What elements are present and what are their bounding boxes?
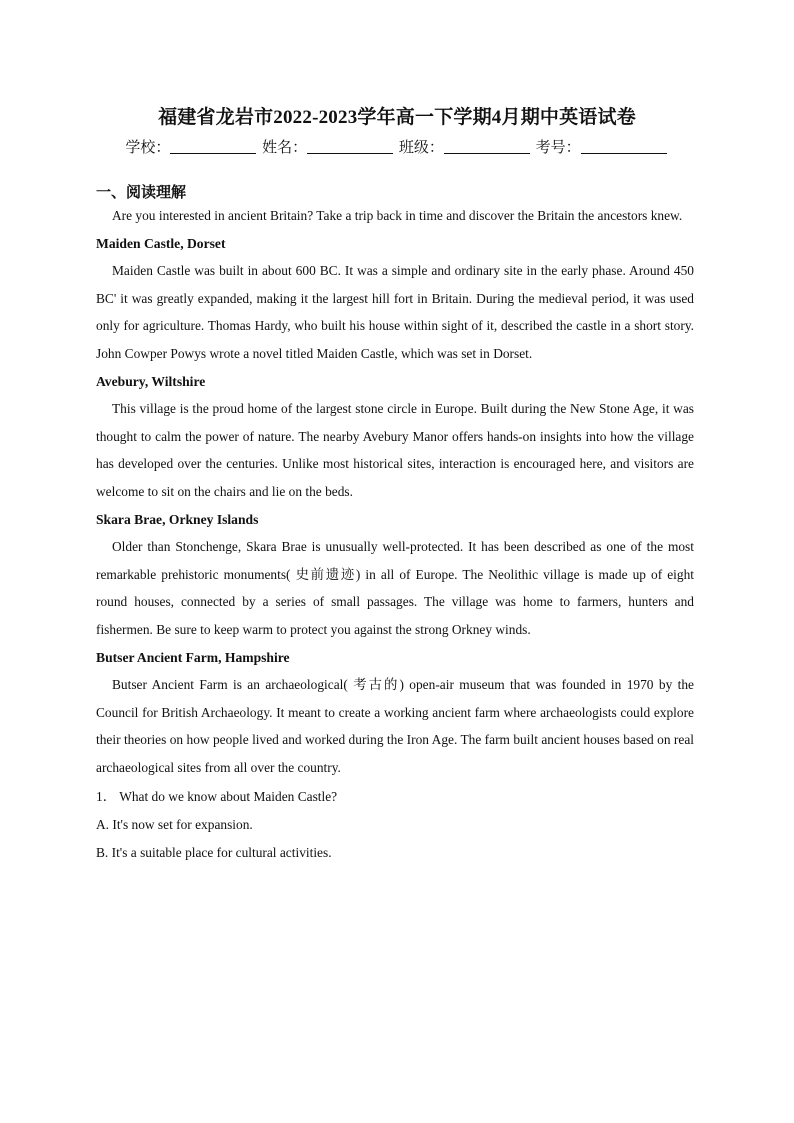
class-label: 班级： <box>398 140 444 156</box>
number-blank[interactable] <box>581 139 667 154</box>
section-title: 一、阅读理解 <box>96 185 187 201</box>
option-b[interactable]: B. It's a suitable place for cultural activities. <box>96 844 332 860</box>
site-heading: Maiden Castle, Dorset <box>96 235 226 251</box>
site-text: Butser Ancient Farm is an archaeological( 考古的) open-air museum that was founded in 1970 by the Council for British Archaeology. It meant to create a working ancient farm where archaeologists could explore their theories on how people lived and worked during the Iron Age. The farm built ancient houses based on real archaeological sites from all over the country. <box>96 677 694 775</box>
site-text: This village is the proud home of the largest stone circle in Europe. Built during the New Stone Age, it was thought to calm the power of nature. The nearby Avebury Manor offers hands-on insights into how the village has developed over the centuries. Unlike most historical sites, interaction is encouraged here, and visitors are welcome to sit on the chairs and lie on the beds. <box>96 401 694 499</box>
number-label: 考号： <box>535 140 581 156</box>
name-label: 姓名： <box>262 140 308 156</box>
school-blank[interactable] <box>170 139 256 154</box>
school-label: 学校： <box>125 140 171 156</box>
site-heading: Avebury, Wiltshire <box>96 373 206 389</box>
site-text: Maiden Castle was built in about 600 BC. It was a simple and ordinary site in the early phase. Around 450 BC' it was greatly expanded, making it the largest hill fort in Britain. During the medieval period, it was used only for agriculture. Thomas Hardy, who built his house within sight of it, described the castle in a short story. John Cowper Powys wrote a novel titled Maiden Castle, which was set in Dorset. <box>96 263 694 361</box>
question-stem: 1． What do we know about Maiden Castle? <box>96 789 338 805</box>
site-heading: Butser Ancient Farm, Hampshire <box>96 649 290 665</box>
student-info-line <box>0 136 794 157</box>
reading-passage <box>96 202 694 866</box>
site-text: Older than Stonchenge, Skara Brae is unusually well-protected. It has been described as one of the most remarkable prehistoric monuments( 史前遗迹) in all of Europe. The Neolithic village is made up of eight round houses, connected by a series of small passages. The village was home to farmers, hunters and fishermen. Be sure to keep warm to protect you against the strong Orkney winds. <box>96 539 694 637</box>
name-blank[interactable] <box>307 139 393 154</box>
class-blank[interactable] <box>444 139 530 154</box>
option-a[interactable]: A. It's now set for expansion. <box>96 817 253 833</box>
site-heading: Skara Brae, Orkney Islands <box>96 511 259 527</box>
passage-intro: Are you interested in ancient Britain? Take a trip back in time and discover the Britain the ancestors knew. <box>112 208 683 223</box>
exam-title: 福建省龙岩市2022-2023学年高一下学期4月期中英语试卷 <box>158 107 636 128</box>
